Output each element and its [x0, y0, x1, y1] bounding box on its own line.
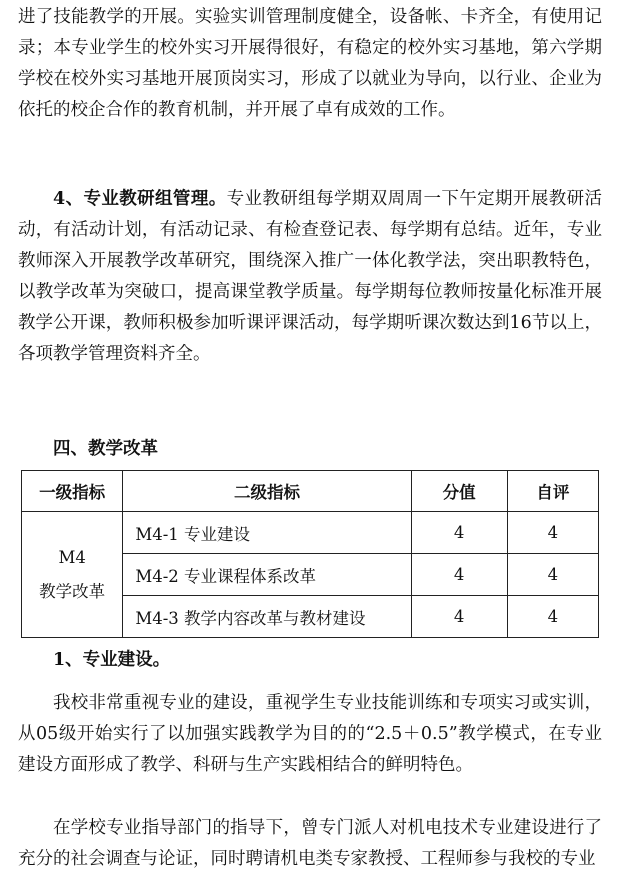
paragraph-guidance: 在学校专业指导部门的指导下，曾专门派人对机电技术专业建设进行了充分的社会调查与论证，同时聘请机电类专家教授、工程师参与我校的专业	[18, 818, 602, 869]
second-level-item: M4-3 教学内容改革与教材建设	[123, 596, 411, 638]
paragraph-major-construction: 我校非常重视专业的建设，重视学生专业技能训练和专项实习或实训，从05级开始实行了以加强实践教学为目的的“2.5＋0.5”教学模式，在专业建设方面形成了教学、科研与生产实践相结合的鲜明特色。	[18, 693, 602, 775]
self-eval-value: 4	[507, 596, 598, 638]
paragraph-practice-management: 进了技能教学的开展。实验实训管理制度健全，设备帐、卡齐全，有使用记录；本专业学生的校外实习开展得很好，有稳定的校外实习基地，第六学期学校在校外实习基地开展顶岗实习，形成了以就业为导向，以行业、企业为依托的校企合作的教育机制，并开展了卓有成效的工作。	[18, 7, 602, 120]
score-table	[21, 470, 599, 638]
header-first-level: 一级指标	[22, 471, 123, 512]
header-self-eval: 自评	[507, 471, 598, 512]
second-level-item: M4-2 专业课程体系改革	[123, 554, 411, 596]
first-level-code: M4	[58, 547, 86, 567]
self-eval-value: 4	[507, 554, 598, 596]
table-row	[22, 512, 599, 554]
section-heading: 四、教学改革	[53, 439, 158, 459]
score-value: 4	[411, 512, 507, 554]
second-level-item: M4-1 专业建设	[123, 512, 411, 554]
sub-heading: 1、专业建设。	[53, 650, 171, 670]
header-score: 分值	[411, 471, 507, 512]
score-value: 4	[411, 596, 507, 638]
paragraph-body-text: 专业教研组每学期双周周一下午定期开展教研活动，有活动计划，有活动记录、有检查登记表、每学期有总结。近年，专业教师深入开展教学改革研究，围绕深入推广一体化教学法，突出职教特色，以教学改革为突破口，提高课堂教学质量。每学期每位教师按量化标准开展教学公开课，教师积极参加听课评课活动，每学期听课次数达到16节以上，各项教学管理资料齐全。	[18, 189, 602, 364]
paragraph-lead-heading: 4、专业教研组管理。	[53, 189, 227, 209]
first-level-name: 教学改革	[39, 581, 106, 601]
self-eval-value: 4	[507, 512, 598, 554]
score-value: 4	[411, 554, 507, 596]
paragraph-teaching-research-group	[18, 184, 602, 370]
first-level-cell	[22, 512, 123, 638]
header-second-level: 二级指标	[123, 471, 411, 512]
table-header-row	[22, 471, 599, 512]
